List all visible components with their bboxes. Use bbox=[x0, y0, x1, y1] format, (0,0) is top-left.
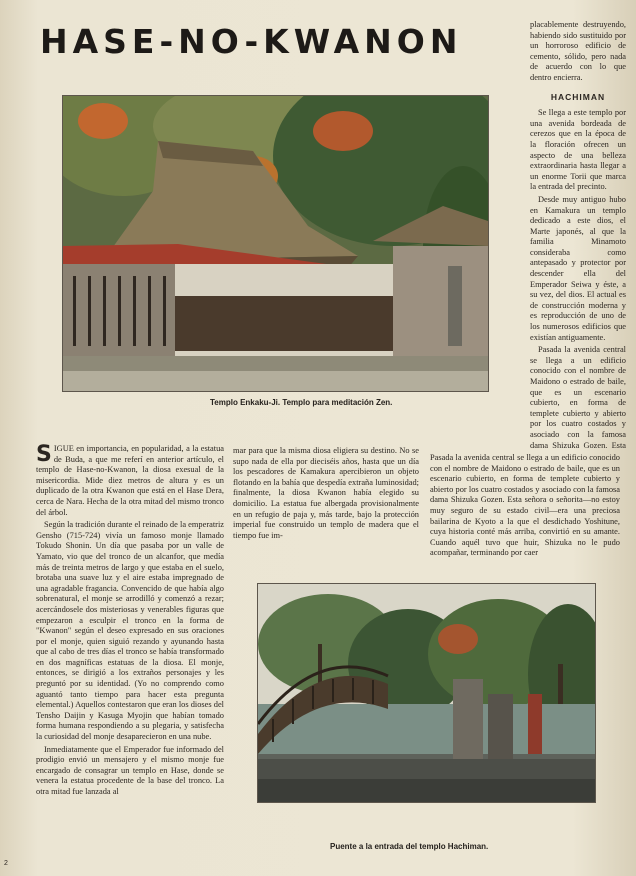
left-paragraph-2: Según la tradición durante el reinado de la emperatriz Gensho (715-724) vivía un famoso monje llamado Tokudo Shonin. Un día que pasaba por un valle de Yamato, vio que del tronco de un alcanfor, que medía más de treinta metros de largo y que estaba en el suelo, brotaba una suave luz y el aire estaba impregnado de una agradable fragancia. Convencido de que había algo sobrenatural, el monje se arrodilló y comenzó a rezar; acercándosele dos misteriosas y venerables figuras que empezaron a esculpir el tronco en la forma de "Kwanon" según el deseo expresado en sus oraciones por el monje, quien siguió rezando y ayunando hasta que al cabo de tres días el tronco se había transformado en dos magníficas estatuas de la diosa. El monje, entonces, se dirigió a los extraños personajes y les preguntó por su identidad. (Yo no comprendo como aguantó tanto tiempo para hacer esta pregunta elemental.) Aquellos contestaron que eran los dioses del Tensho Daijin y Kasuga Myojin que habían tomado forma humana respondiendo a su plegaria, y satisfecha la curiosidad del monje desaparecieron en una nube. bbox=[36, 520, 224, 742]
left-column bbox=[36, 444, 224, 856]
right-paragraph-2: Desde muy antiguo hubo en Kamakura un templo dedicado a este dios, el Marte japonés, al que la familia Minamoto consideraba como antepasado y protector por descender ella del Emperador Seiwa y éste, a su vez, del dios. El actual es de construcción moderna y es reproducción de uno de los numerosos edificios que existían antiguamente. bbox=[530, 194, 626, 342]
right-paragraph-1: Se llega a este templo por una avenida bordeada de cerezos que en la época de la floración ofrecen un aspecto de una belleza extraordinaria hasta llegar a un enorme Torii que marca la entrada del precinto. bbox=[530, 108, 626, 192]
drop-cap: S bbox=[36, 444, 52, 467]
right-lower-paragraph: Pasada la avenida central se llega a un edificio conocido con el nombre de Maidono o estrado de baile, que es un escenario cubierto, en forma de templete cubierto y abierto por los cuatro costados y asociado con la famosa dama Shizuka Gozen. Esta señora o señorita—no estoy muy seguro de su estado civil—era una preciosa bailarina de Kyoto a la que el desdichado Yoshitune, cuya historia conté más arriba, convirtió en su amante. Cuando aquél tuvo que huir, Shizuka no le pudo acompañar, terminando por caer bbox=[430, 453, 620, 558]
middle-column bbox=[233, 446, 419, 568]
section-heading-hachiman: HACHIMAN bbox=[550, 91, 606, 102]
right-column-intro: placablemente destruyendo, habiendo sido sustituido por un horroroso edificio de cemento, sólido, pero nada de acuerdo con lo que dentro encierra. bbox=[530, 20, 626, 82]
right-lower-column bbox=[430, 453, 620, 573]
left-paragraph-3: Inmediatamente que el Emperador fue informado del prodigio envió un mensajero y el mismo monje fue encargado de consagrar un templo en Hase, donde se venera la estatua procedente de la base del tronco. La otra mitad fue lanzada al bbox=[36, 744, 224, 796]
page-corner-mark: 2 bbox=[4, 860, 8, 867]
right-paragraph-3a: Pasada la avenida central se llega a un edificio conocido con el nombre de Maidono o estrado de baile, que es un escenario cubierto, en forma de templete cubierto y abierto por los cuatro costados y asociado con la famosa dama Shizuka Gozen. Esta bbox=[530, 345, 626, 450]
article-title: HASE-NO-KWANON bbox=[40, 22, 463, 61]
bridge-photo bbox=[257, 583, 596, 803]
temple-photo bbox=[62, 95, 489, 392]
middle-paragraph: mar para que la misma diosa eligiera su destino. No se supo nada de ella por dieciséis años, hasta que un día los pescadores de Kamakura apercibieron un objeto flotando en la bahía que despedía extraña luminosidad; finalmente, la diosa Kwanon había elegido su domicilio. La estatua fue albergada provisionalmente en un refugio de paja y, más tarde, bajo la protección imperial fue construido un templo de madera que el tiempo fue im- bbox=[233, 446, 419, 540]
bridge-photo-caption: Puente a la entrada del templo Hachiman. bbox=[330, 842, 489, 851]
right-column bbox=[530, 20, 626, 452]
left-paragraph-1: SIGUE en importancia, en popularidad, a la estatua de Buda, a que me referí en anterior artículo, el templo de Hase-no-Kwanon, la diosa exesual de la misericordia. Mide diez metros de altura y es un duplicado de la otra Kwanon que está en el Hase Dera, cerca de Nara. Hecha de la otra mitad del mismo tronco del árbol. bbox=[36, 444, 224, 517]
temple-photo-caption: Templo Enkaku-Ji. Templo para meditación Zen. bbox=[210, 398, 393, 407]
